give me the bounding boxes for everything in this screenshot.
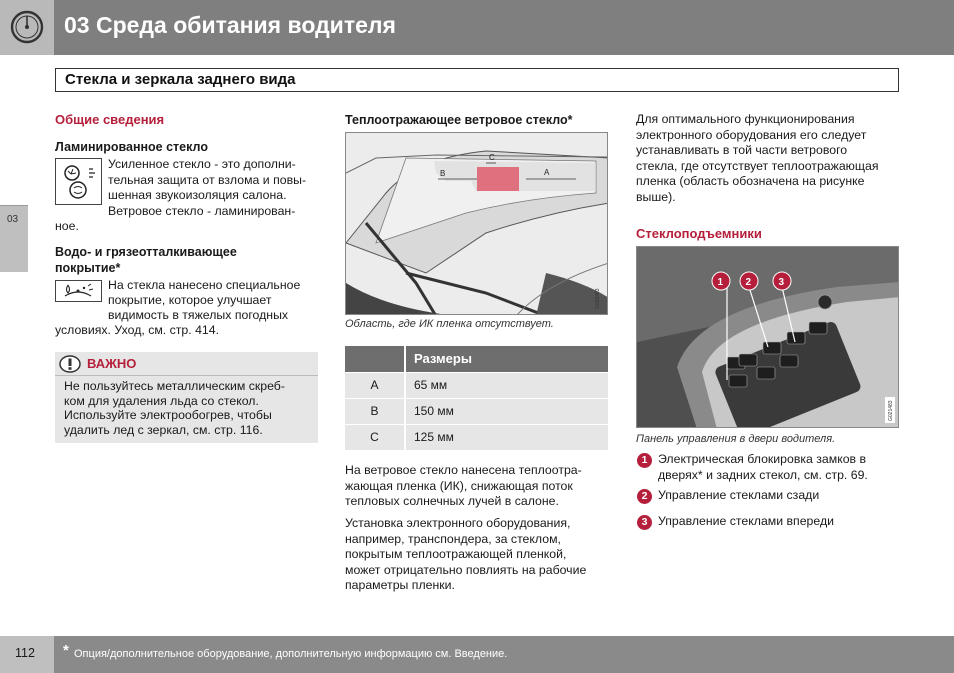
dimension-key: A — [345, 372, 405, 398]
dimensions-header-row — [345, 346, 608, 372]
item-number-badge: 3 — [637, 515, 652, 530]
dimensions-header: Размеры — [405, 346, 608, 372]
callout-1: 1 — [717, 277, 724, 288]
chapter-side-tab-label: 03 — [7, 214, 19, 225]
footer-asterisk: * — [63, 642, 69, 659]
repellent-coating-title-2: покрытие* — [55, 261, 121, 275]
figure-label-b: B — [440, 169, 446, 178]
section-title-bar — [55, 68, 899, 92]
important-line: Не пользуйтесь металлическим скреб- — [64, 379, 285, 393]
windshield-figure — [345, 132, 608, 315]
laminated-glass-line-1: Усиленное стекло - это дополни- — [108, 157, 296, 171]
important-notice-header — [55, 352, 318, 376]
dimensions-table — [345, 346, 608, 450]
dimension-value: 125 мм — [405, 424, 608, 450]
ir-para2-line: покрытым теплоотражающей пленкой, — [345, 547, 567, 561]
dimension-key: B — [345, 398, 405, 424]
page-header — [0, 0, 954, 55]
repellent-coating-title-1: Водо- и грязеотталкивающее — [55, 245, 237, 259]
item-number-badge: 1 — [637, 453, 652, 468]
window-regulators-heading: Стеклоподъемники — [636, 226, 762, 241]
ir-para1-line: жающая пленка (ИК), снижающая поток — [345, 478, 573, 493]
callout-3: 3 — [778, 277, 785, 288]
important-line: ком для удаления льда со стекол. — [64, 393, 259, 408]
repellent-coating-line-2: покрытие, которое улучшает — [108, 293, 272, 307]
laminated-glass-line-4: Ветровое стекло - ламинирован- — [108, 203, 296, 218]
placement-intro-line: Для оптимального функционирования — [636, 112, 855, 126]
placement-intro-line: электронного оборудования его следует — [636, 127, 867, 142]
item-3-line-1: Управление стеклами впереди — [658, 514, 835, 528]
chapter-title: 03 Среда обитания водителя — [64, 12, 396, 38]
table-row — [345, 372, 608, 398]
ir-para2-line: может отрицательно повлиять на рабочие — [345, 562, 587, 577]
laminated-glass-line-2: тельная защита от взлома и повы- — [108, 172, 307, 187]
laminated-glass-icon — [55, 158, 102, 205]
dimension-value: 150 мм — [405, 398, 608, 424]
callout-2: 2 — [745, 277, 752, 288]
placement-intro-line: выше). — [636, 189, 676, 204]
figure-label-a: A — [544, 168, 550, 177]
placement-intro-line: пленка (область обозначена на рисунке — [636, 174, 865, 188]
windshield-illustration — [346, 133, 608, 315]
dimension-key: C — [345, 424, 405, 450]
windshield-caption: Область, где ИК пленка отсутствует. — [345, 318, 554, 330]
door-panel-caption: Панель управления в двери водителя. — [636, 433, 836, 445]
laminated-glass-title: Ламинированное стекло — [55, 140, 208, 154]
important-text — [64, 379, 314, 437]
ir-para2-line: параметры пленки. — [345, 578, 455, 592]
important-line: Используйте электрообогрев, чтобы — [64, 408, 272, 422]
repellent-coating-line-1: На стекла нанесено специальное — [108, 278, 301, 292]
steering-gauge-icon — [9, 7, 45, 47]
footer-note: Опция/дополнительное оборудование, дополнительную информацию см. Введение. — [74, 648, 508, 660]
ir-para2-line: Установка электронного оборудования, — [345, 516, 571, 530]
laminated-glass-tail: ное. — [55, 219, 79, 233]
dimension-value: 65 мм — [405, 372, 608, 398]
warning-icon — [59, 355, 81, 373]
ir-para1-line: тепловых солнечных лучей в салоне. — [345, 494, 559, 508]
door-figure-code: G021483 — [888, 400, 894, 421]
repellent-coating-icon — [55, 280, 102, 302]
item-number-badge: 2 — [637, 489, 652, 504]
repellent-coating-line-3: видимость в тяжелых погодных — [108, 308, 289, 322]
page-footer — [0, 636, 954, 673]
ir-para2-line: например, транспондера, за стеклом, — [345, 531, 561, 546]
table-row — [345, 424, 608, 450]
placement-intro-line: стекла, где отсутствует теплоотражающая — [636, 158, 879, 173]
placement-intro-line: устанавливать в той части ветрового — [636, 143, 848, 157]
figure-code: G020483 — [595, 288, 601, 309]
repellent-coating-tail: условиях. Уход, см. стр. 414. — [55, 323, 220, 337]
item-1-line-1: Электрическая блокировка замков в — [658, 452, 867, 466]
table-row — [345, 398, 608, 424]
item-1-line-2: дверях* и задних стекол, см. стр. 69. — [658, 467, 868, 482]
important-label: ВАЖНО — [87, 356, 137, 371]
item-2-line-1: Управление стеклами сзади — [658, 488, 820, 502]
ir-para1-line: На ветровое стекло нанесена теплоотра- — [345, 463, 582, 477]
figure-label-c: C — [489, 153, 495, 162]
general-info-heading: Общие сведения — [55, 112, 165, 127]
laminated-glass-line-3: шенная звукоизоляция салона. — [108, 188, 287, 202]
header-icon-box — [0, 0, 54, 55]
important-line: удалить лед с зеркал, см. стр. 116. — [64, 422, 263, 437]
dimensions-header-empty — [345, 346, 405, 372]
page-number-box — [0, 636, 54, 673]
page-number: 112 — [15, 646, 35, 660]
chapter-side-tab — [0, 205, 28, 272]
section-title: Стекла и зеркала заднего вида — [65, 71, 296, 88]
door-panel-illustration — [637, 247, 899, 428]
door-panel-figure — [636, 246, 899, 428]
ir-windshield-heading: Теплоотражающее ветровое стекло* — [345, 113, 573, 127]
important-notice — [55, 352, 318, 443]
